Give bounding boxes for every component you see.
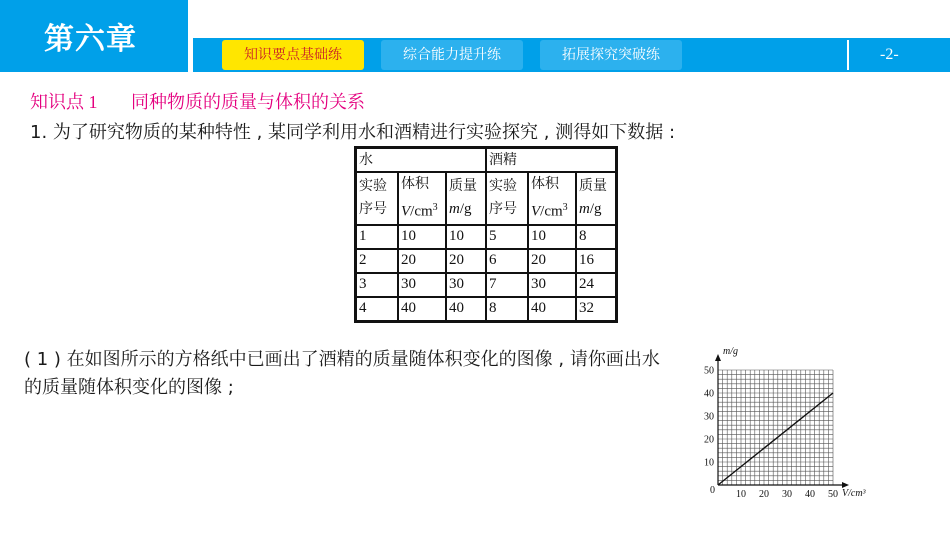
header-volume: 体积 $V/cm^3$	[528, 172, 576, 225]
header-mass: 质量 m/g	[576, 172, 617, 225]
knowledge-point-title: 同种物质的质量与体积的关系	[130, 92, 365, 113]
x-tick-label: 40	[805, 489, 815, 500]
group-water: 水	[356, 148, 487, 173]
table-cell: 10	[528, 225, 576, 249]
table-cell: 16	[576, 249, 617, 273]
data-table	[354, 146, 618, 323]
y-tick-label: 20	[704, 434, 714, 446]
table-cell: 8	[486, 297, 528, 322]
y-tick-label: 40	[704, 388, 714, 400]
page-divider	[847, 40, 849, 70]
y-axis-arrow	[715, 354, 721, 361]
table-cell: 20	[398, 249, 446, 273]
table-row	[356, 297, 617, 322]
question-text: 1. 为了研究物质的某种特性 , 某同学利用水和酒精进行实验探究 , 测得如下数据 :	[30, 122, 676, 143]
table-row	[356, 273, 617, 297]
origin-label: 0	[710, 485, 715, 496]
table-cell: 32	[576, 297, 617, 322]
header-trial: 实验 序号	[486, 172, 528, 225]
table-cell: 20	[446, 249, 486, 273]
graph-axes	[715, 354, 849, 488]
y-tick-label: 50	[704, 365, 714, 377]
chapter-badge	[0, 0, 188, 72]
header-mass: 质量 m/g	[446, 172, 486, 225]
table-cell: 30	[398, 273, 446, 297]
y-axis-label: m/g	[723, 346, 738, 357]
tab-challenge-practice[interactable]: 拓展探究突破练	[540, 40, 682, 70]
table-cell: 40	[446, 297, 486, 322]
x-tick-label: 10	[736, 489, 746, 500]
group-alcohol: 酒精	[486, 148, 617, 173]
table-cell: 10	[398, 225, 446, 249]
table-group-row	[356, 148, 617, 173]
table-cell: 40	[528, 297, 576, 322]
table-cell: 2	[356, 249, 399, 273]
table-row	[356, 249, 617, 273]
table-cell: 30	[528, 273, 576, 297]
table-row	[356, 225, 617, 249]
table-cell: 5	[486, 225, 528, 249]
tab-advanced-practice[interactable]: 综合能力提升练	[381, 40, 523, 70]
table-cell: 8	[576, 225, 617, 249]
table-cell: 3	[356, 273, 399, 297]
x-axis-label: V/cm³	[842, 488, 866, 499]
header-trial: 实验 序号	[356, 172, 399, 225]
graph-grid	[718, 370, 833, 485]
table-cell: 30	[446, 273, 486, 297]
table-cell: 1	[356, 225, 399, 249]
x-tick-label: 30	[782, 489, 792, 500]
sub-question-1: ( 1 ) 在如图所示的方格纸中已画出了酒精的质量随体积变化的图像 , 请你画出水的质量随体积变化的图像 ;	[24, 349, 660, 398]
x-tick-label: 50	[828, 489, 838, 500]
y-tick-label: 30	[704, 411, 714, 423]
page-number: -2-	[880, 46, 899, 63]
x-tick-label: 20	[759, 489, 769, 500]
table-cell: 4	[356, 297, 399, 322]
chapter-title: 第六章	[44, 22, 137, 57]
table-cell: 6	[486, 249, 528, 273]
y-tick-label: 10	[704, 457, 714, 469]
table-cell: 10	[446, 225, 486, 249]
mass-volume-graph	[690, 340, 880, 505]
table-cell: 7	[486, 273, 528, 297]
tab-basic-practice[interactable]: 知识要点基础练	[222, 40, 364, 70]
table-cell: 24	[576, 273, 617, 297]
table-header-row	[356, 172, 617, 225]
knowledge-point-number: 知识点 1	[30, 92, 98, 112]
knowledge-point-heading	[30, 88, 365, 114]
header-volume: 体积 $V/cm^3$	[398, 172, 446, 225]
table-cell: 20	[528, 249, 576, 273]
table-cell: 40	[398, 297, 446, 322]
